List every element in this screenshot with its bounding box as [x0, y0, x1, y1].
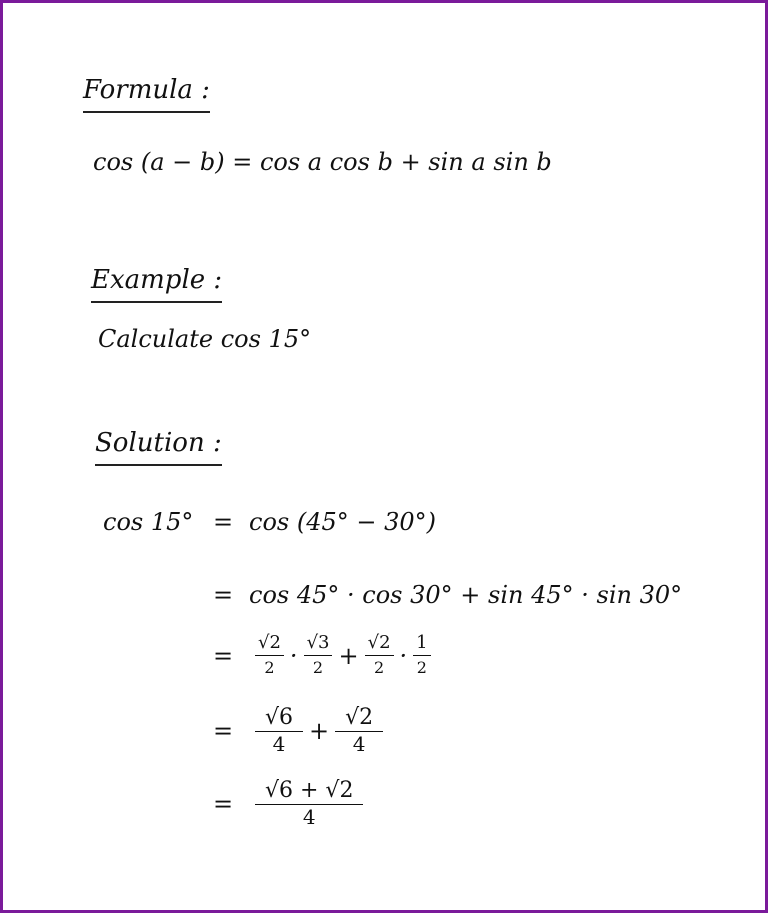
formula-expression: cos (a − b) = cos a cos b + sin a sin b — [93, 148, 552, 176]
solution-step-5: = $\frac{√6 + √2}{4}$ — [213, 781, 369, 827]
solution-step-4: = $\frac{√6}{4}$ + $\frac{√2}{4}$ — [213, 708, 389, 754]
solution-step-3: = $\frac{√2}{2}$ · $\frac{√3}{2}$ + $\frac{√2}{2}$ · $\frac{1}{2}$ — [213, 633, 437, 678]
fraction: $\frac{√2}{4}$ — [335, 708, 383, 754]
example-prompt: Calculate cos 15° — [98, 325, 312, 353]
fraction: $\frac{√2}{2}$ — [365, 633, 394, 678]
fraction: $\frac{√6 + √2}{4}$ — [255, 781, 363, 827]
solution-step-2: = cos 45° · cos 30° + sin 45° · sin 30° — [213, 581, 683, 609]
solution-lhs: cos 15° — [103, 508, 194, 536]
fraction: $\frac{√3}{2}$ — [304, 633, 333, 678]
fraction: $\frac{1}{2}$ — [413, 633, 430, 678]
solution-heading: Solution : — [95, 428, 222, 466]
fraction: $\frac{√2}{2}$ — [255, 633, 284, 678]
solution-step-1: = cos (45° − 30°) — [213, 508, 437, 536]
formula-heading: Formula : — [83, 75, 210, 113]
example-heading: Example : — [91, 265, 222, 303]
fraction: $\frac{√6}{4}$ — [255, 708, 303, 754]
